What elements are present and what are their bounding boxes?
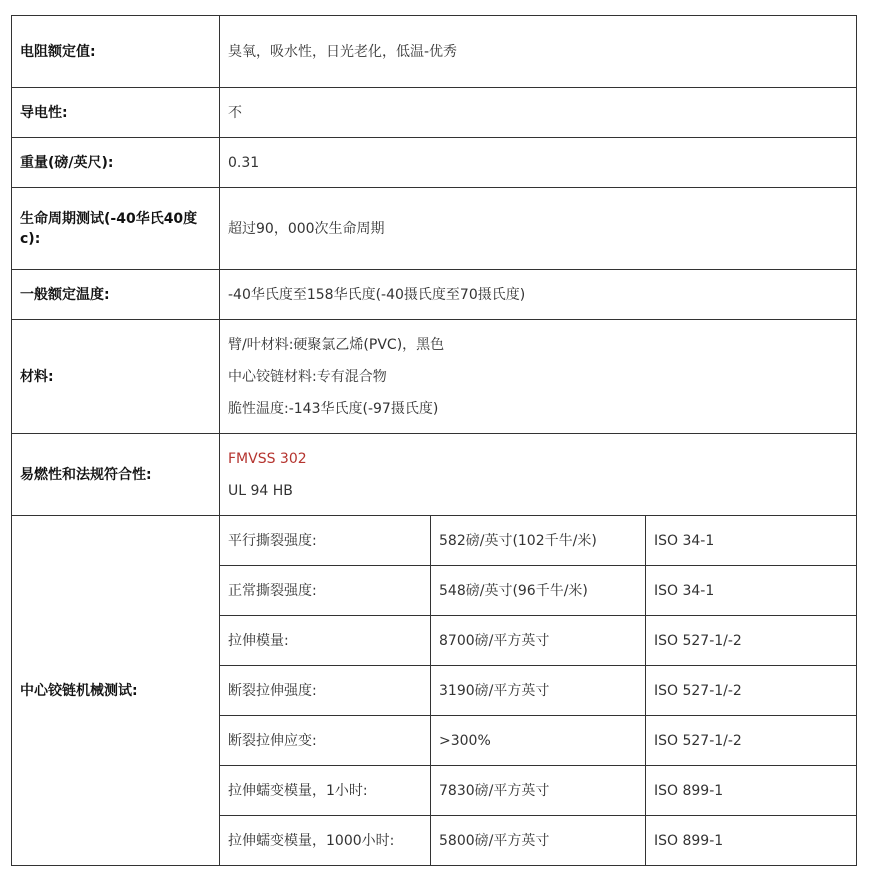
test-value: 548磅/英寸(96千牛/米) — [431, 566, 646, 616]
row-label: 生命周期测试(-40华氏40度c): — [12, 188, 220, 270]
row-value: 0.31 — [220, 138, 857, 188]
row-weight — [12, 138, 857, 188]
test-name: 断裂拉伸应变: — [220, 716, 431, 766]
test-value: 8700磅/平方英寸 — [431, 616, 646, 666]
test-standard: ISO 527-1/-2 — [646, 716, 857, 766]
test-name: 拉伸蠕变模量，1000小时: — [220, 816, 431, 866]
materials-list — [220, 320, 857, 434]
test-value: >300% — [431, 716, 646, 766]
test-value: 3190磅/平方英寸 — [431, 666, 646, 716]
row-resistance-rating — [12, 16, 857, 88]
material-line: 中心铰链材料:专有混合物 — [228, 368, 387, 385]
material-line: 臂/叶材料:硬聚氯乙烯(PVC)，黑色 — [228, 336, 445, 353]
row-temperature-rating — [12, 270, 857, 320]
row-label: 电阻额定值: — [12, 16, 220, 88]
row-label: 易燃性和法规符合性: — [12, 434, 220, 516]
row-label: 一般额定温度: — [12, 270, 220, 320]
test-value: 5800磅/平方英寸 — [431, 816, 646, 866]
row-materials — [12, 320, 857, 434]
row-value: 超过90，000次生命周期 — [220, 188, 857, 270]
test-value: 7830磅/平方英寸 — [431, 766, 646, 816]
material-line: 脆性温度:-143华氏度(-97摄氏度) — [228, 400, 439, 417]
row-life-cycle-test — [12, 188, 857, 270]
row-value: -40华氏度至158华氏度(-40摄氏度至70摄氏度) — [220, 270, 857, 320]
row-value: 不 — [220, 88, 857, 138]
test-name: 断裂拉伸强度: — [220, 666, 431, 716]
ul-rating: UL 94 HB — [228, 482, 293, 499]
test-standard: ISO 527-1/-2 — [646, 616, 857, 666]
fmvss-link[interactable]: FMVSS 302 — [228, 450, 307, 467]
test-name: 拉伸模量: — [220, 616, 431, 666]
row-label: 中心铰链机械测试: — [12, 516, 220, 866]
test-standard: ISO 527-1/-2 — [646, 666, 857, 716]
test-name: 平行撕裂强度: — [220, 516, 431, 566]
row-conductivity — [12, 88, 857, 138]
row-label: 材料: — [12, 320, 220, 434]
test-standard: ISO 34-1 — [646, 566, 857, 616]
test-standard: ISO 899-1 — [646, 766, 857, 816]
test-value: 582磅/英寸(102千牛/米) — [431, 516, 646, 566]
row-label: 导电性: — [12, 88, 220, 138]
spec-table — [11, 15, 857, 866]
row-label: 重量(磅/英尺): — [12, 138, 220, 188]
mech-test-row — [12, 516, 857, 566]
test-standard: ISO 899-1 — [646, 816, 857, 866]
test-name: 拉伸蠕变模量，1小时: — [220, 766, 431, 816]
test-standard: ISO 34-1 — [646, 516, 857, 566]
test-name: 正常撕裂强度: — [220, 566, 431, 616]
row-flammability — [12, 434, 857, 516]
row-value: 臭氧，吸水性，日光老化，低温-优秀 — [220, 16, 857, 88]
flammability-list — [220, 434, 857, 516]
